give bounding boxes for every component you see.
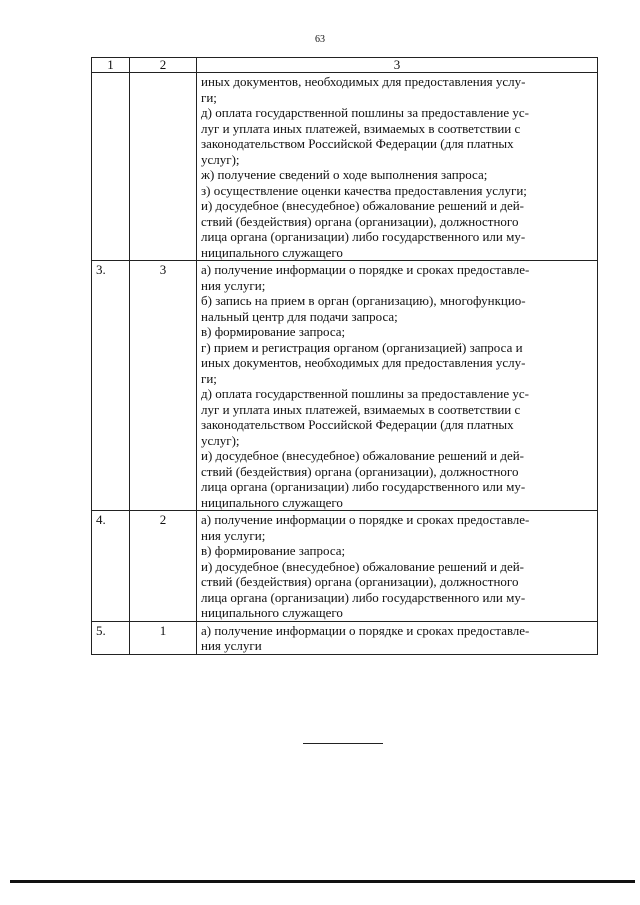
service-line: ги; xyxy=(201,89,217,105)
service-line: иных документов, необходимых для предоставления услу- xyxy=(201,355,526,370)
service-line: д) оплата государственной пошлины за предоставление ус- xyxy=(201,105,529,120)
row-level xyxy=(130,73,197,261)
row-services xyxy=(197,511,598,622)
service-line: б) запись на прием в орган (организацию), многофункцио- xyxy=(201,293,526,308)
table-row xyxy=(92,621,598,654)
service-line: и) досудебное (внесудебное) обжалование решений и дей- xyxy=(201,448,525,463)
service-line: г) прием и регистрация органом (организацией) запроса и xyxy=(201,339,523,355)
service-line: ния услуги; xyxy=(201,277,266,293)
service-line: ниципального служащего xyxy=(201,244,343,260)
services-table xyxy=(91,57,598,655)
service-line: ниципального служащего xyxy=(201,605,343,620)
service-line: ж) получение сведений о ходе выполнения запроса; xyxy=(201,167,488,182)
service-line: ния услуги xyxy=(201,638,262,653)
row-number: 4. xyxy=(92,511,130,622)
service-line: лица органа (организации) либо государственного или му- xyxy=(201,229,526,244)
row-number: 3. xyxy=(92,261,130,511)
header-col-3: 3 xyxy=(197,58,598,73)
bottom-border-bar xyxy=(10,880,635,883)
header-col-1: 1 xyxy=(92,58,130,73)
service-line: услуг); xyxy=(201,432,240,448)
service-line: услуг); xyxy=(201,151,240,167)
service-line: иных документов, необходимых для предоставления услу- xyxy=(201,74,526,89)
table-row xyxy=(92,511,598,622)
service-line: законодательством Российской Федерации (для платных xyxy=(201,136,514,151)
table-row xyxy=(92,73,598,261)
service-line: д) оплата государственной пошлины за предоставление ус- xyxy=(201,386,529,401)
table-header-row xyxy=(92,58,598,73)
service-line: в) формирование запроса; xyxy=(201,543,346,558)
row-level: 2 xyxy=(130,511,197,622)
service-line: луг и уплата иных платежей, взимаемых в соответствии с xyxy=(201,401,521,417)
row-level: 1 xyxy=(130,621,197,654)
table-row xyxy=(92,261,598,511)
service-line: а) получение информации о порядке и сроках предоставле- xyxy=(201,622,530,638)
service-line: законодательством Российской Федерации (для платных xyxy=(201,417,514,432)
service-line: ствий (бездействия) органа (организации), должностного xyxy=(201,213,519,229)
row-level: 3 xyxy=(130,261,197,511)
service-line: в) формирование запроса; xyxy=(201,324,346,339)
service-line: ги; xyxy=(201,370,217,386)
page-number: 63 xyxy=(315,34,325,45)
service-line: и) досудебное (внесудебное) обжалование решений и дей- xyxy=(201,558,525,574)
row-number: 5. xyxy=(92,621,130,654)
row-number xyxy=(92,73,130,261)
service-line: ния услуги; xyxy=(201,527,266,543)
service-line: лица органа (организации) либо государственного или му- xyxy=(201,589,526,605)
row-services xyxy=(197,73,598,261)
service-line: а) получение информации о порядке и сроках предоставле- xyxy=(201,262,530,277)
row-services xyxy=(197,621,598,654)
service-line: ствий (бездействия) органа (организации), должностного xyxy=(201,463,519,479)
header-col-2: 2 xyxy=(130,58,197,73)
service-line: нальный центр для подачи запроса; xyxy=(201,308,398,324)
service-line: луг и уплата иных платежей, взимаемых в соответствии с xyxy=(201,120,521,136)
service-line: а) получение информации о порядке и сроках предоставле- xyxy=(201,512,530,527)
service-line: ниципального служащего xyxy=(201,494,343,510)
service-line: ствий (бездействия) органа (организации), должностного xyxy=(201,574,519,589)
row-services xyxy=(197,261,598,511)
end-rule-divider xyxy=(303,743,383,744)
service-line: з) осуществление оценки качества предоставления услуги; xyxy=(201,182,527,198)
service-line: лица органа (организации) либо государственного или му- xyxy=(201,479,526,494)
service-line: и) досудебное (внесудебное) обжалование решений и дей- xyxy=(201,198,525,213)
